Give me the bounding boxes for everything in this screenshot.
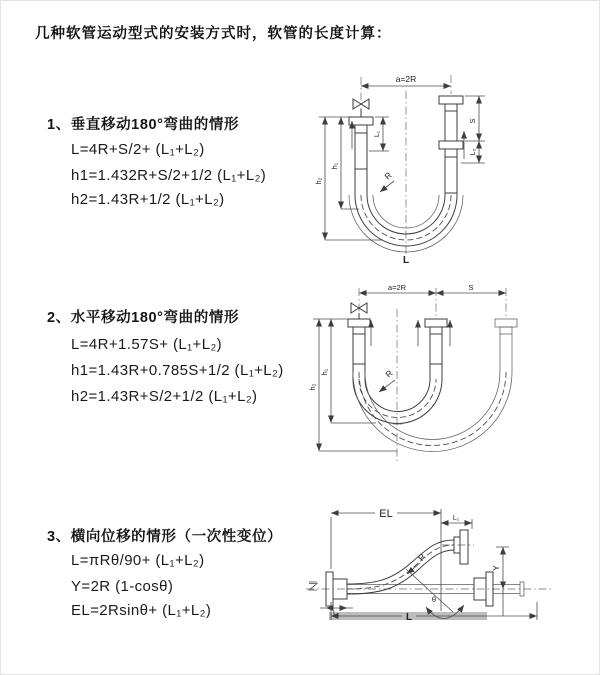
section-2-formula-L: L=4R+1.57S+ (L₁+L₂) (71, 336, 223, 353)
section-1-formula-h1: h1=1.432R+S/2+1/2 (L₁+L₂) (71, 167, 267, 184)
dim-label-radius: R (382, 169, 394, 182)
dim-label-s: S (468, 118, 477, 124)
dim-label-h1: h₁ (320, 368, 329, 376)
u-bend-arcs (353, 372, 512, 452)
dim-label-l1-bottom: L₁ (333, 610, 339, 617)
hose-left-leg (349, 117, 373, 195)
centerlines (306, 545, 551, 589)
section-3-formula-Y: Y=2R (1-cosθ) (71, 578, 174, 595)
page-title: 几种软管运动型式的安装方式时，软管的长度计算： (35, 26, 392, 42)
section-2-formula-h1: h1=1.43R+0.785S+1/2 (L₁+L₂) (71, 362, 284, 379)
dim-label-radius: R (415, 551, 428, 563)
dim-label-a2r: a=2R (387, 284, 407, 292)
dimension-annotations (314, 74, 485, 266)
dim-label-radius: R (383, 367, 395, 380)
section-3-heading: 3、横向位移的情形（一次性变位） (47, 529, 283, 545)
dim-label-l1-top: L₁ (452, 515, 460, 522)
dim-label-h2: h₂ (314, 177, 323, 185)
dim-label-l1: L₁ (374, 130, 381, 138)
hose-middle-leg (425, 319, 447, 379)
dim-label-length: L (402, 255, 410, 266)
dim-label-l2: L₂ (470, 148, 477, 156)
dim-label-theta: θ (431, 595, 437, 604)
dim-label-a2r: a=2R (395, 74, 417, 84)
section-1-formula-h2: h2=1.43R+1/2 (L₁+L₂) (71, 191, 225, 208)
diagram-vertical-180-bend (299, 71, 569, 266)
diagram-lateral-displacement (296, 499, 591, 639)
section-3-formula-L: L=πRθ/90+ (L₁+L₂) (71, 552, 205, 569)
dim-label-s: S (468, 284, 474, 292)
centerlines (359, 288, 506, 462)
dim-label-h2: h₂ (308, 383, 317, 391)
section-3-formula-EL: EL=2Rsinθ+ (L₁+L₂) (71, 602, 212, 619)
hose-left-leg (348, 319, 370, 379)
dimension-annotations (308, 284, 506, 451)
section-1-formula-L: L=4R+S/2+ (L₁+L₂) (71, 141, 205, 158)
dim-label-h1: h₁ (330, 162, 339, 170)
dim-label-y: Y (491, 565, 501, 571)
section-1-heading: 1、垂直移动180°弯曲的情形 (47, 117, 240, 133)
section-2-heading: 2、水平移动180°弯曲的情形 (47, 310, 240, 326)
hose-right-leg-phantom (495, 319, 517, 372)
diagram-horizontal-180-bend (301, 284, 586, 469)
dim-label-el: EL (379, 508, 393, 520)
hose-right-leg (439, 96, 463, 195)
centerlines (361, 75, 451, 257)
dim-label-l: L (405, 612, 413, 623)
dimension-annotations (320, 508, 537, 623)
section-2-formula-h2: h2=1.43R+S/2+1/2 (L₁+L₂) (71, 388, 258, 405)
right-upper-flange (454, 530, 468, 564)
